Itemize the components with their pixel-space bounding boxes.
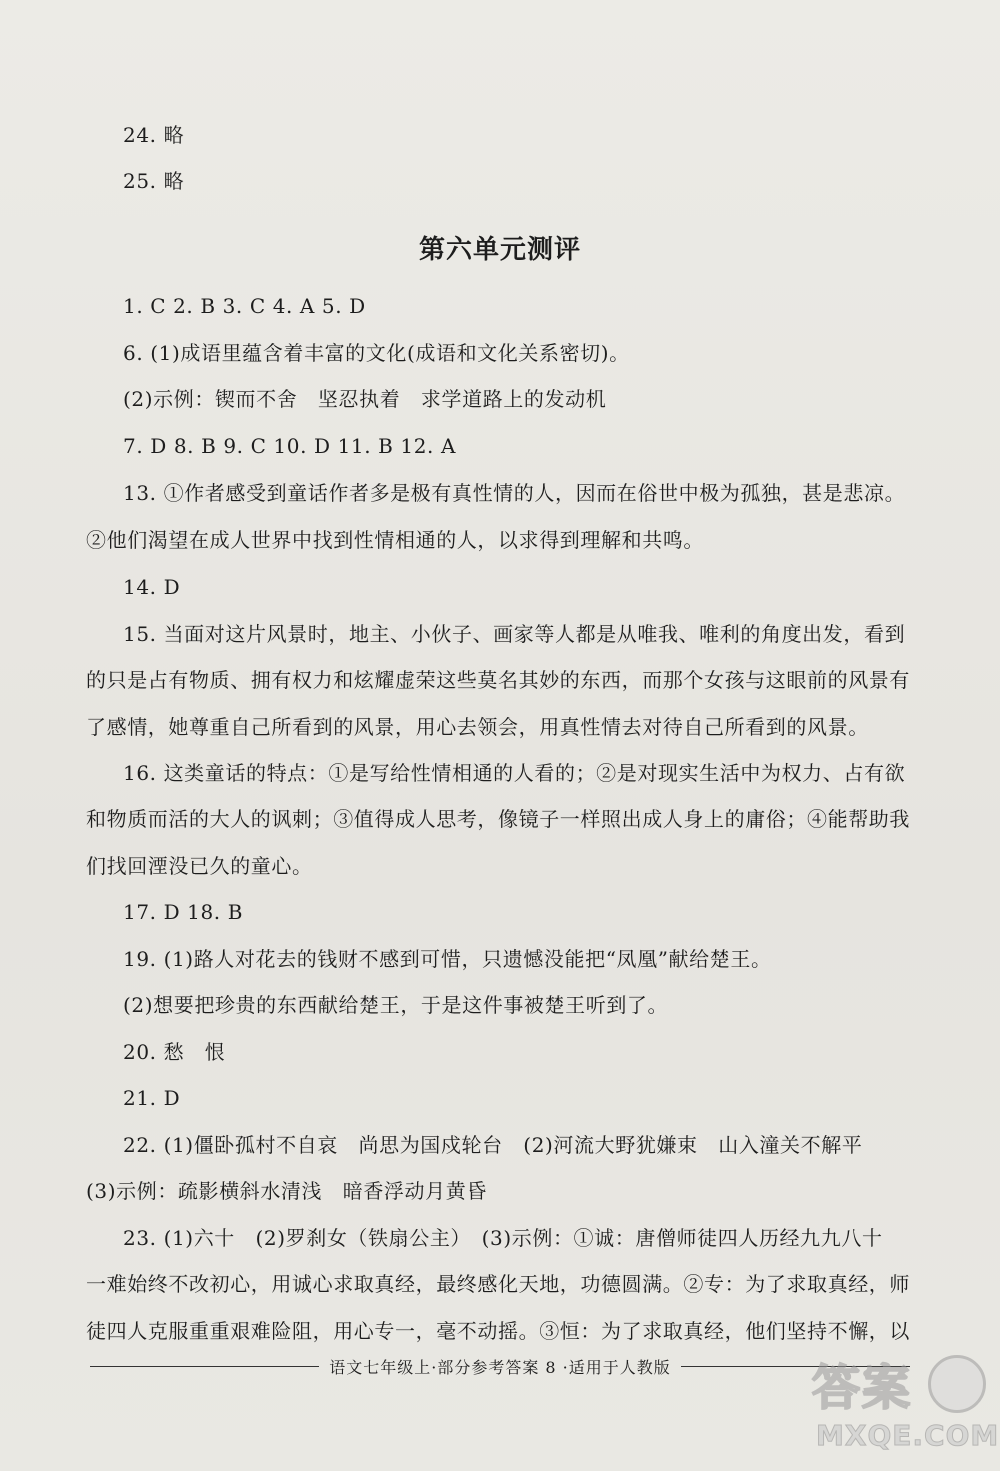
page-footer <box>90 1351 910 1381</box>
watermark-logo <box>802 1349 1000 1459</box>
answer-14: 14. D <box>123 575 181 599</box>
answer-13-line2: ②他们渴望在成人世界中找到性情相通的人，以求得到理解和共鸣。 <box>86 528 704 552</box>
answer-15-line3: 了感情，她尊重自己所看到的风景，用心去领会，用真性情去对待自己所看到的风景。 <box>86 715 869 739</box>
answer-25: 25. 略 <box>123 169 185 193</box>
answer-23-line2: 一难始终不改初心，用诚心求取真经，最终感化天地，功德圆满。②专：为了求取真经，师 <box>86 1272 910 1296</box>
answers-1-5: 1. C 2. B 3. C 4. A 5. D <box>123 294 366 318</box>
answer-23-line3: 徒四人克服重重艰难险阻，用心专一，毫不动摇。③恒：为了求取真经，他们坚持不懈，以 <box>86 1319 910 1343</box>
answer-24: 24. 略 <box>123 123 185 147</box>
answer-13-line1: 13. ①作者感受到童话作者多是极有真性情的人，因而在俗世中极为孤独，甚是悲凉。 <box>123 481 906 505</box>
answer-15-line1: 15. 当面对这片风景时，地主、小伙子、画家等人都是从唯我、唯利的角度出发，看到 <box>123 622 906 646</box>
answer-19-part2: (2)想要把珍贵的东西献给楚王，于是这件事被楚王听到了。 <box>123 993 669 1017</box>
section-title: 第六单元测评 <box>418 235 581 265</box>
answer-22-line2: (3)示例：疏影横斜水清浅 暗香浮动月黄昏 <box>86 1179 487 1203</box>
answer-16-line1: 16. 这类童话的特点：①是写给性情相通的人看的；②是对现实生活中为权力、占有欲 <box>123 761 906 785</box>
answer-6-part2: (2)示例：锲而不舍 坚忍执着 求学道路上的发动机 <box>123 387 607 411</box>
watermark-bottom-text: MXQE.COM <box>816 1419 1000 1452</box>
watermark-top-text: 答案 <box>812 1360 913 1416</box>
answer-16-line3: 们找回湮没已久的童心。 <box>86 854 313 878</box>
answer-6-part1: 6. (1)成语里蕴含着丰富的文化(成语和文化关系密切)。 <box>123 341 630 365</box>
answer-16-line2: 和物质而活的大人的讽刺；③值得成人思考，像镜子一样照出成人身上的庸俗；④能帮助我 <box>86 807 910 831</box>
answer-15-line2: 的只是占有物质、拥有权力和炫耀虚荣这些莫名其妙的东西，而那个女孩与这眼前的风景有 <box>86 668 910 692</box>
answers-17-18: 17. D 18. B <box>123 900 244 924</box>
footer-rule-left <box>90 1366 319 1367</box>
watermark-circle-icon <box>928 1355 986 1413</box>
footer-text: 语文七年级上·部分参考答案 8 ·适用于人教版 <box>329 1357 671 1377</box>
answer-23-line1: 23. (1)六十 (2)罗刹女（铁扇公主） (3)示例：①诚：唐僧师徒四人历经九九八十 <box>123 1226 883 1250</box>
answer-19-part1: 19. (1)路人对花去的钱财不感到可惜，只遗憾没能把“凤凰”献给楚王。 <box>123 947 772 971</box>
answer-20: 20. 愁 恨 <box>123 1040 226 1064</box>
answers-7-12: 7. D 8. B 9. C 10. D 11. B 12. A <box>123 434 457 458</box>
answer-22-line1: 22. (1)僵卧孤村不自哀 尚思为国戍轮台 (2)河流大野犹嫌束 山入潼关不解平 <box>123 1133 863 1157</box>
answer-21: 21. D <box>123 1086 181 1110</box>
